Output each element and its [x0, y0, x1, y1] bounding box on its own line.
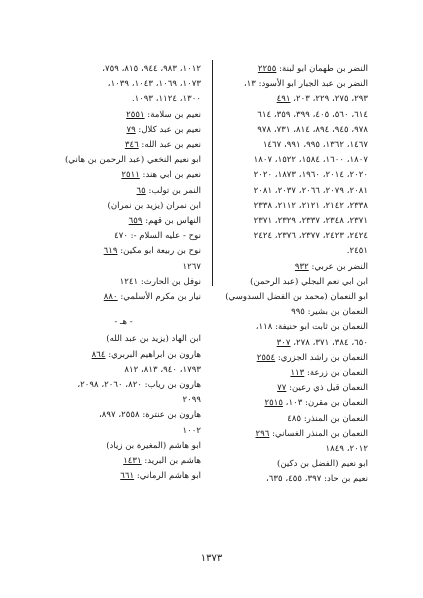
index-entry-text: النضر بن طهمان ابو لبنة: [276, 64, 368, 74]
index-entry-text: ١٤٦٧، ١٣٦٢، ٩٩٥، ٩٩١، ١٤٦٧ [262, 140, 368, 151]
index-entry [216, 168, 368, 183]
index-entry-text: ابو النعمان (محمد بن الفضل السدوسي) [225, 292, 368, 303]
page-number: ١٣٧٣ [200, 553, 223, 564]
index-entry [216, 184, 368, 199]
index-entry-text: ٢٣٧١، ٢٣٤٨، ٢٣٣٧، ٢٣٢٩، ٢٣٧١ [253, 216, 368, 227]
index-entry-text: ١٢٦٧ [182, 261, 201, 272]
index-entry-main-ref: ٨٨٠ [103, 292, 118, 303]
index-entry [216, 305, 368, 320]
index-entry-text: نعيم بن عبد كلال: [135, 124, 201, 135]
index-entry-text: النعمان بن المنذر الغساني: [269, 428, 368, 439]
index-entry-text: ابن ابي نعم البجلي (عبد الرحمن) [250, 276, 368, 287]
index-entry [46, 290, 201, 305]
index-entry-main-ref: ٧٧ [277, 383, 287, 394]
index-entry [46, 408, 201, 423]
index-entry-text: ابن الهاد (يزيد بن عبد الله) [106, 334, 201, 345]
index-entry [216, 214, 368, 229]
index-entry-main-ref: ٦٥ [136, 185, 146, 196]
index-entry [216, 396, 368, 411]
index-entry-main-ref: ٢٢٥٥ [257, 64, 277, 74]
index-entry [46, 439, 201, 454]
index-entry-text: ٢٠٢٠، ٢٠١٤، ١٩٦٠، ١٨٧٣، ٢٠٢٠ [253, 170, 368, 181]
index-entry-text: النهاس بن قهم: [142, 216, 201, 227]
index-entry [46, 332, 201, 347]
index-entry [46, 454, 201, 469]
index-entry-text: ابو هاشم (المغيرة بن زياد) [106, 440, 201, 451]
index-entry [216, 92, 368, 107]
index-entry-text: نعيم بن سلامة: [144, 109, 201, 120]
index-entry [46, 168, 201, 183]
index-entry-main-ref: ١١٣ [290, 368, 305, 379]
index-entry-main-ref: ٨٦٤ [91, 349, 106, 360]
index-entry-text: - هـ - [114, 317, 133, 328]
index-entry [216, 244, 368, 259]
index-entry-text: نعيم بن ابي هند: [139, 170, 201, 181]
index-entry-text: النعمان بن زرعة: [304, 368, 368, 379]
index-entry [216, 229, 368, 244]
index-entry-text: ١٧٩٣، ٩٤٠، ٨١٣، ٨١٢ [124, 364, 201, 375]
index-entry-text: ١٨٠٧، ١٦٠٠، ١٥٨٤، ١٥٢٢، ١٨٠٧ [253, 155, 368, 166]
index-entry-text: ابو نعيم (الفضل بن دكين) [276, 459, 368, 470]
index-entry-text: ابو نعيم النخعي (عبد الرحمن بن هاني) [64, 155, 201, 166]
index-entry-text: ابن نمران (يزيد بن نمران) [107, 200, 201, 211]
index-entry-text: ٢٠٩٩ [182, 395, 201, 406]
index-entry-main-ref: ٣٠٧ [276, 337, 291, 348]
index-entry [46, 378, 201, 393]
index-entry-text: النعمان قيل ذي رعين: [286, 383, 368, 394]
index-entry-text: هاشم بن البريد: [141, 456, 201, 467]
index-entry [216, 290, 368, 305]
index-entry [216, 457, 368, 472]
index-entry [216, 366, 368, 381]
index-entry [46, 199, 201, 214]
index-entry-main-ref: ٢٩٦ [255, 428, 270, 439]
index-entry-main-ref: ٦٦١ [120, 471, 135, 482]
index-entry-text: ١٠١٢، ٩٨٣، ٩٤٤، ٨١٥، ٧٥٩، [102, 64, 201, 74]
index-entry-text: ٩٧٨، ٩٤٥، ٨٩٤، ٨١٤، ٧٣١، ٩٧٨ [257, 124, 368, 135]
index-entry-text: نعيم بن عبد الله: [138, 140, 201, 151]
index-entry [216, 260, 368, 275]
index-entry [216, 427, 368, 442]
index-entry-text: ٢٣٣٨، ٢١٤٢، ٢١٢١، ٢١١٢، ٢٣٣٨ [253, 200, 368, 211]
index-entry [216, 275, 368, 290]
column-divider [212, 60, 213, 286]
index-entry-text: ٢٤٥١. [346, 246, 368, 257]
index-entry-text: النضر بن عربي: [308, 261, 368, 272]
index-entry-text: النمر بن تولب: [145, 185, 201, 196]
index-entry [46, 260, 201, 275]
index-entry [46, 348, 201, 363]
index-entry [216, 153, 368, 168]
index-entry [46, 244, 201, 259]
index-entry-main-ref: ٦٥٩ [128, 216, 143, 227]
index-entry-main-ref: ٢٥١٥ [264, 398, 283, 409]
index-entry [46, 123, 201, 138]
index-entry-main-ref: ٤٩١ [276, 94, 291, 105]
index-entry-text: نوفل بن الحارث: ١٢٤١ [119, 276, 201, 287]
index-entry-main-ref: ٣٤٦ [124, 140, 139, 151]
index-entry-text: النعمان بن بشير: ٩٩٥ [291, 307, 368, 318]
index-entry [216, 351, 368, 366]
index-entry-main-ref: ٩٣٢ [294, 261, 309, 272]
index-entry [216, 123, 368, 138]
index-entry [216, 442, 368, 457]
index-entry-text: ٦١٤، ٥٦٠، ٤٠٥، ٣٩٩، ٣٥٩، ٦١٤ [257, 109, 368, 120]
index-entry-text: النضر بن عبد الجبار ابو الأسود: ١٣، [243, 79, 368, 90]
index-entry [46, 214, 201, 229]
index-entry-text: نوح بن ربيعة ابو مكين: [117, 246, 201, 257]
index-entry [46, 92, 201, 107]
index-entry-main-ref: ٢٥٥٤ [256, 352, 276, 363]
index-entry-text: نوح - عليه السلام -: ٤٧٠ [114, 231, 201, 242]
index-entry-text: النعمان بن مقرن: ١٠٣، [282, 398, 368, 409]
index-entry-text: هارون بن ابراهيم البربري: [105, 349, 201, 360]
index-entry [216, 381, 368, 396]
index-entry-text: النعمان بن راشد الجزري: [275, 352, 368, 363]
index-entry-text: ٢٠١٢، ١٨٤٩ [325, 444, 368, 455]
index-entry [216, 62, 368, 77]
index-entry-text: نعيم بن حاد: ٣٩٧، ٤٥٥، ٦٣٥، [265, 474, 368, 485]
index-entry-text: ابو هاشم الرماني: [134, 471, 201, 482]
index-entry-text: النعمان بن المنذر: ٤٨٥ [287, 413, 368, 424]
index-entry [46, 229, 201, 244]
index-entry-text: ٢٤٢٤، ٢٤٢٣، ٢٣٧٧، ٢٣٧٦، ٢٤٢٤ [253, 231, 368, 242]
index-entry-text: النعمان بن ثابت ابو حنيفة: ١١٨، [255, 322, 368, 333]
index-entry [46, 275, 201, 290]
index-entry-text: هارون بن رياب: ٨٢٠، ٢٠٦٠، ٢٠٩٨، [77, 380, 201, 391]
index-entry [216, 412, 368, 427]
index-column-left [46, 62, 201, 484]
index-entry [216, 199, 368, 214]
index-entry-text: نيار بن مكرم الأسلمي: [117, 292, 201, 303]
index-entry [46, 77, 201, 92]
index-entry [216, 320, 368, 335]
index-entry [216, 472, 368, 487]
index-entry [46, 184, 201, 199]
index-entry-text: ١٣٠٠، ١١٢٤، ١٠٩٣. [131, 94, 201, 105]
index-entry-main-ref: ٦١٩ [103, 246, 118, 257]
index-column-right [216, 62, 368, 488]
index-entry-text: ٢٠٨١، ٢٠٧٩، ٢٠٦٦، ٢٠٣٧، ٢٠٨١ [253, 185, 368, 196]
index-entry [216, 336, 368, 351]
index-entry-text: هارون بن عنترة: ٢٥٥٨، ٨٩٧، [99, 410, 201, 421]
index-entry [46, 363, 201, 378]
section-letter-heading [46, 315, 201, 330]
index-entry [46, 138, 201, 153]
index-entry-main-ref: ٧٩ [126, 124, 136, 135]
index-entry [216, 108, 368, 123]
index-entry [216, 77, 368, 92]
index-entry [46, 62, 201, 77]
index-entry [46, 393, 201, 408]
index-entry-text: ٢٩٣، ٢٧٥، ٢٢٩، ٢٠٣، [290, 94, 368, 105]
index-entry [46, 424, 201, 439]
index-entry-main-ref: ١٤٣١ [123, 456, 142, 467]
index-entry-text: ٦٥٠، ٣٨٤، ٣٧١، ٢٧٨، [290, 337, 368, 348]
index-entry-text: ١٠٠٢ [182, 425, 201, 436]
index-entry-text: ١٠٧٣، ١٠٦٩، ١٠٤٣، ١٠٣٩، [107, 79, 201, 90]
index-entry-main-ref: ٢٥٥١ [126, 109, 145, 120]
index-entry-main-ref: ٢٥١١ [121, 170, 140, 181]
index-entry [46, 108, 201, 123]
index-entry [216, 138, 368, 153]
index-entry [46, 469, 201, 484]
index-entry [46, 153, 201, 168]
